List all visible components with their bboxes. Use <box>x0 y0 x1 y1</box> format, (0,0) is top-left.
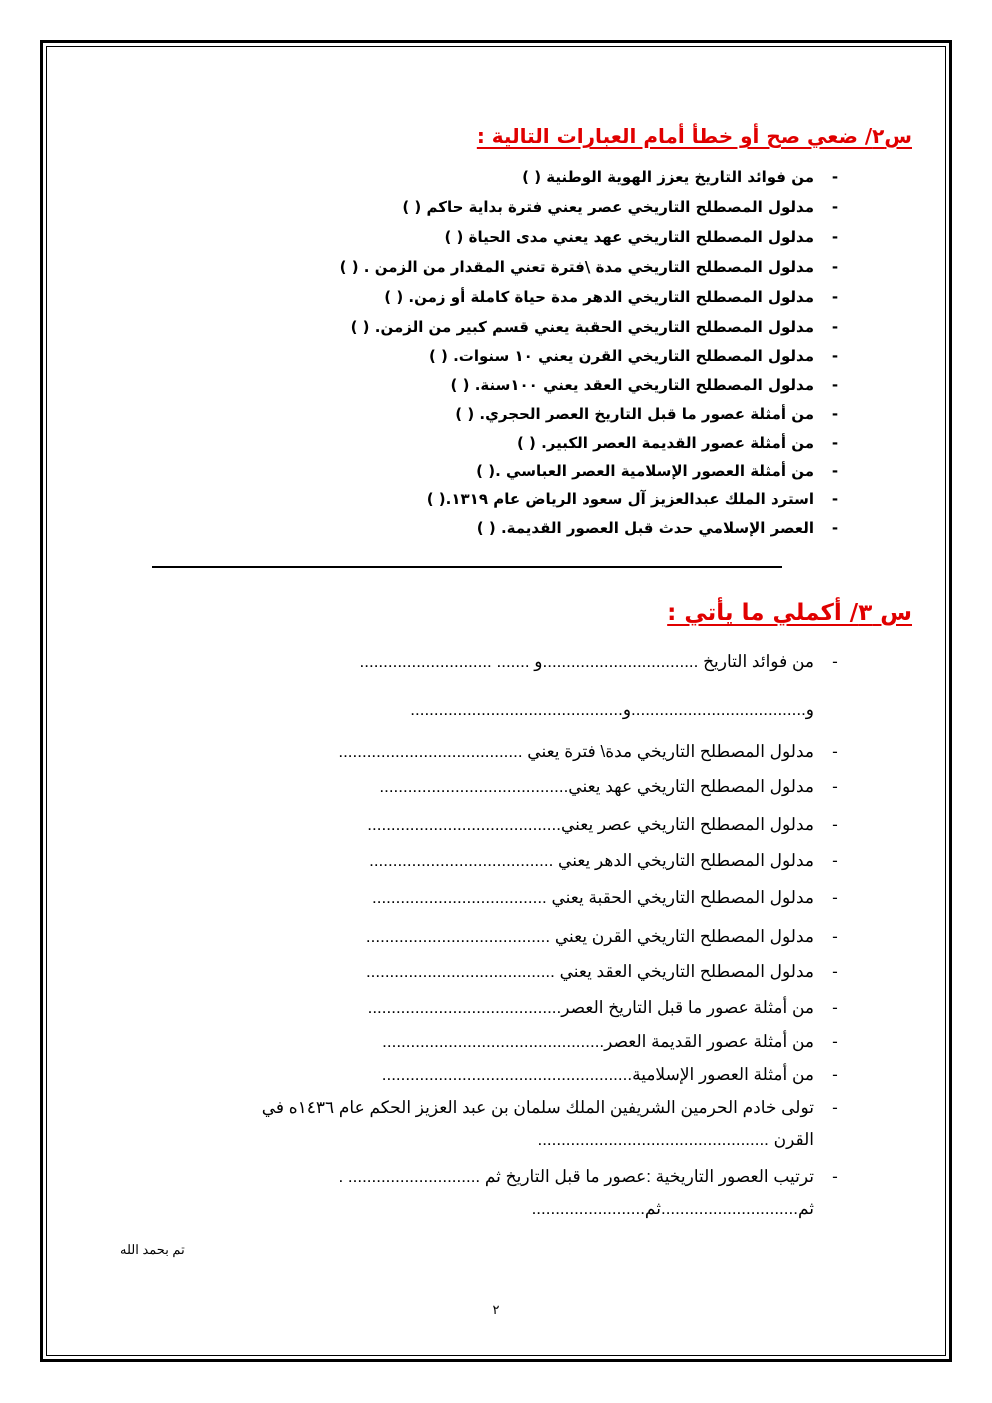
statement-text: مدلول المصطلح التاريخي العقد يعني ١٠٠سنة. ( ) <box>450 376 814 394</box>
bullet-dash: - <box>832 1032 838 1051</box>
statement-text: مدلول المصطلح التاريخي مدة \فترة تعني المقدار من الزمن . ( ) <box>339 258 814 276</box>
bullet-dash: - <box>831 376 839 394</box>
prompt-continuation: ثم.............................ثم........................ <box>531 1199 814 1218</box>
statement-text: العصر الإسلامي حدث قبل العصور القديمة. ( ) <box>476 519 814 537</box>
statement-text: من فوائد التاريخ يعزز الهوية الوطنية ( ) <box>522 168 814 186</box>
bullet-dash: - <box>832 652 838 671</box>
bullet-dash: - <box>832 888 838 907</box>
prompt-text: مدلول المصطلح التاريخي القرن يعني ....................................... <box>365 927 814 946</box>
bullet-dash: - <box>831 318 839 336</box>
statement-text: مدلول المصطلح التاريخي القرن يعني ١٠ سنوات. ( ) <box>428 347 814 365</box>
prompt-text: من فوائد التاريخ .................................و ....... ............................ <box>359 652 814 671</box>
statement-text: مدلول المصطلح التاريخي الدهر مدة حياة كاملة أو زمن. ( ) <box>384 288 814 306</box>
list-item <box>0 258 992 287</box>
prompt-text: مدلول المصطلح التاريخي عهد يعني........................................ <box>379 777 814 796</box>
statement-text: من أمثلة العصور الإسلامية العصر العباسي .( ) <box>476 462 814 480</box>
bullet-dash: - <box>831 258 839 276</box>
bullet-dash: - <box>831 434 839 452</box>
prompt-text: مدلول المصطلح التاريخي عصر يعني......................................... <box>367 815 814 834</box>
prompt-text: من أمثلة عصور القديمة العصر............................................... <box>382 1032 814 1051</box>
prompt-text: ترتيب العصور التاريخية :عصور ما قبل التاريخ ثم ............................ . <box>338 1167 814 1186</box>
prompt-text: مدلول المصطلح التاريخي العقد يعني ........................................ <box>365 962 814 981</box>
list-item <box>0 168 992 197</box>
prompt-text: من أمثلة العصور الإسلامية..................................................... <box>381 1065 814 1084</box>
bullet-dash: - <box>831 198 839 216</box>
prompt-continuation: القرن ................................................. <box>537 1130 814 1149</box>
section-divider <box>152 566 782 568</box>
list-item <box>0 519 992 548</box>
statement-text: استرد الملك عبدالعزيز آل سعود الرياض عام ١٣١٩.( ) <box>426 490 814 508</box>
bullet-dash: - <box>832 1065 838 1084</box>
statement-text: مدلول المصطلح التاريخي عصر يعني فترة بداية حاكم ( ) <box>402 198 814 216</box>
list-item <box>0 228 992 257</box>
bullet-dash: - <box>832 998 838 1017</box>
list-item <box>0 490 992 519</box>
list-item <box>0 462 992 491</box>
list-item <box>0 405 992 434</box>
bullet-dash: - <box>832 815 838 834</box>
bullet-dash: - <box>831 490 839 508</box>
prompt-text: مدلول المصطلح التاريخي مدة\ فترة يعني ....................................... <box>338 742 814 761</box>
list-item <box>0 376 992 405</box>
question-2-title: س٢/ ضعي صح أو خطأ أمام العبارات التالية : <box>476 124 912 148</box>
list-item <box>0 198 992 227</box>
list-item <box>0 347 992 376</box>
statement-text: مدلول المصطلح التاريخي عهد يعني مدى الحياة ( ) <box>444 228 814 246</box>
list-item <box>0 434 992 463</box>
bullet-dash: - <box>831 347 839 365</box>
list-item <box>0 288 992 317</box>
closing-note: تم بحمد الله <box>120 1242 185 1257</box>
bullet-dash: - <box>831 228 839 246</box>
prompt-text: تولى خادم الحرمين الشريفين الملك سلمان بن عبد العزيز الحكم عام ١٤٣٦ه في <box>261 1098 814 1117</box>
prompt-continuation: و.....................................و............................................. <box>410 700 814 719</box>
page-number: ٢ <box>492 1302 500 1317</box>
prompt-text: مدلول المصطلح التاريخي الدهر يعني ....................................... <box>369 851 814 870</box>
bullet-dash: - <box>832 851 838 870</box>
bullet-dash: - <box>831 462 839 480</box>
bullet-dash: - <box>832 962 838 981</box>
bullet-dash: - <box>832 777 838 796</box>
statement-text: من أمثلة عصور ما قبل التاريخ العصر الحجري. ( ) <box>455 405 814 423</box>
bullet-dash: - <box>831 405 839 423</box>
bullet-dash: - <box>832 742 838 761</box>
bullet-dash: - <box>832 1167 838 1186</box>
bullet-dash: - <box>831 288 839 306</box>
bullet-dash: - <box>831 519 839 537</box>
bullet-dash: - <box>832 927 838 946</box>
question-3-title: س ٣/ أكملي ما يأتي : <box>667 600 912 626</box>
statement-text: مدلول المصطلح التاريخي الحقبة يعني قسم كبير من الزمن. ( ) <box>350 318 814 336</box>
bullet-dash: - <box>831 168 839 186</box>
statement-text: من أمثلة عصور القديمة العصر الكبير. ( ) <box>516 434 814 452</box>
prompt-text: مدلول المصطلح التاريخي الحقبة يعني ..................................... <box>372 888 814 907</box>
list-item <box>0 318 992 347</box>
prompt-text: من أمثلة عصور ما قبل التاريخ العصر......................................... <box>367 998 814 1017</box>
bullet-dash: - <box>832 1098 838 1117</box>
